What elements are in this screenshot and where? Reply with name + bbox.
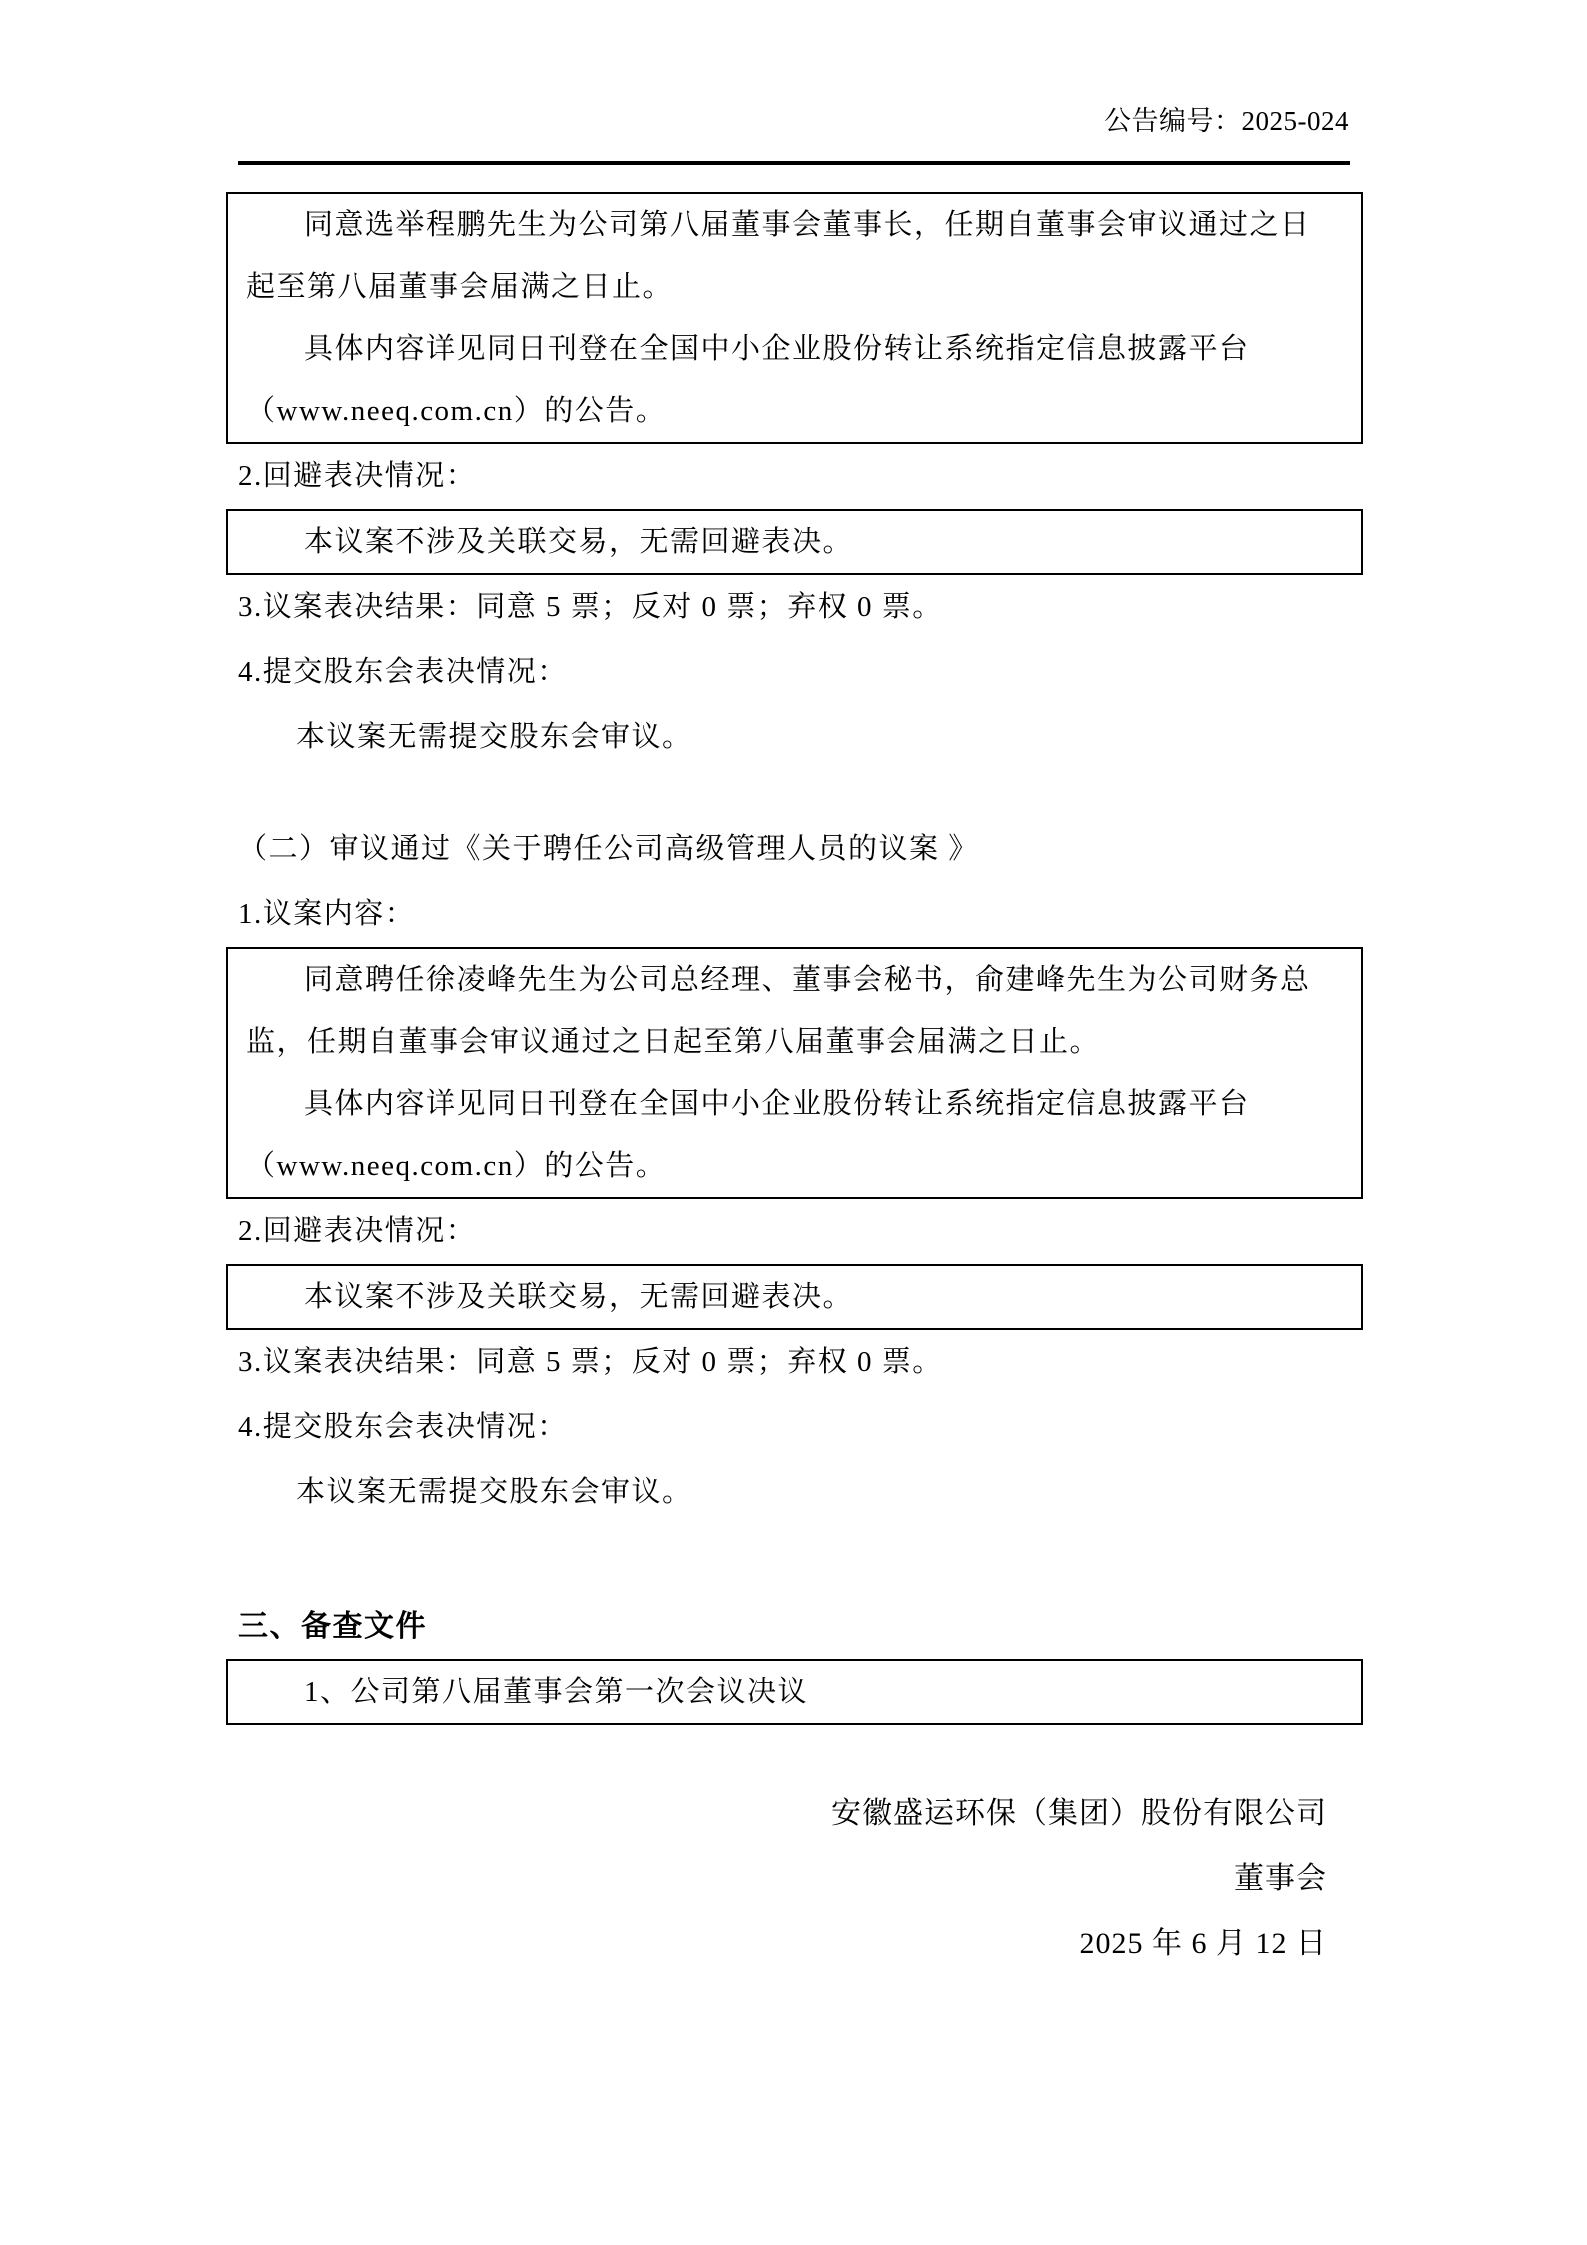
proposal1-vote-result: 3.议案表决结果：同意 5 票；反对 0 票；弃权 0 票。	[238, 591, 943, 623]
signature-board: 董事会	[1234, 1862, 1327, 1895]
box-line: 监，任期自董事会审议通过之日起至第八届董事会届满之日止。	[246, 1026, 1101, 1058]
documents-box	[226, 1659, 1363, 1725]
proposal2-submit-label: 4.提交股东会表决情况：	[238, 1411, 568, 1443]
signature-company-name: 安徽盛运环保（集团）股份有限公司	[831, 1797, 1327, 1830]
announcement-number: 公告编号：2025-024	[1104, 106, 1349, 136]
box-line: 同意聘任徐凌峰先生为公司总经理、董事会秘书，俞建峰先生为公司财务总	[304, 964, 1311, 996]
header-divider	[238, 161, 1350, 165]
box-line: 起至第八届董事会届满之日止。	[246, 271, 674, 303]
box-line: 同意选举程鹏先生为公司第八届董事会董事长，任期自董事会审议通过之日	[304, 209, 1311, 241]
box-line: 1、公司第八届董事会第一次会议决议	[304, 1676, 809, 1708]
proposal2-content-label: 1.议案内容：	[238, 898, 416, 930]
box-line: 本议案不涉及关联交易，无需回避表决。	[304, 526, 854, 558]
proposal1-content-box	[226, 192, 1363, 444]
proposal1-recusal-label: 2.回避表决情况：	[238, 460, 477, 492]
proposal1-submit-text: 本议案无需提交股东会审议。	[296, 721, 693, 753]
proposal1-submit-label: 4.提交股东会表决情况：	[238, 656, 568, 688]
proposal2-recusal-box	[226, 1264, 1363, 1330]
box-line: （www.neeq.com.cn）的公告。	[246, 395, 667, 427]
box-line: （www.neeq.com.cn）的公告。	[246, 1150, 667, 1182]
box-line: 具体内容详见同日刊登在全国中小企业股份转让系统指定信息披露平台	[304, 1088, 1250, 1120]
proposal2-title: （二）审议通过《关于聘任公司高级管理人员的议案 》	[238, 833, 979, 865]
signature-date: 2025 年 6 月 12 日	[1079, 1927, 1327, 1960]
documents-section-heading: 三、备查文件	[238, 1610, 427, 1643]
proposal2-content-box	[226, 947, 1363, 1199]
box-line: 本议案不涉及关联交易，无需回避表决。	[304, 1281, 854, 1313]
document-content	[226, 0, 1363, 1976]
proposal2-vote-result: 3.议案表决结果：同意 5 票；反对 0 票；弃权 0 票。	[238, 1346, 943, 1378]
proposal2-recusal-label: 2.回避表决情况：	[238, 1215, 477, 1247]
proposal1-recusal-box	[226, 509, 1363, 575]
box-line: 具体内容详见同日刊登在全国中小企业股份转让系统指定信息披露平台	[304, 333, 1250, 365]
proposal2-submit-text: 本议案无需提交股东会审议。	[296, 1476, 693, 1508]
